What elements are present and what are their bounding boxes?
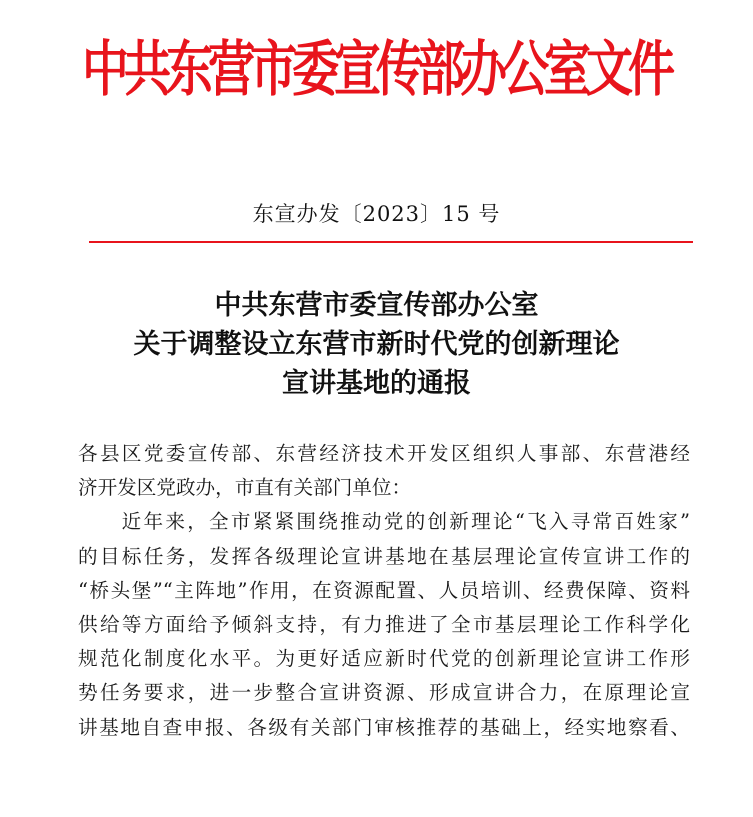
body-line: 讲基地自查申报、各级有关部门审核推荐的基础上，经实地察看、 (78, 715, 690, 739)
red-divider-line (89, 241, 693, 243)
body-line: 供给等方面给予倾斜支持，有力推进了全市基层理论工作科学化 (78, 612, 690, 636)
document-title-line: 关于调整设立东营市新时代党的创新理论 (133, 329, 620, 360)
body-line: “桥头堡”“主阵地”作用，在资源配置、人员培训、经费保障、资料 (78, 578, 690, 602)
body-line: 势任务要求，进一步整合宣讲资源、形成宣讲合力，在原理论宣 (78, 681, 690, 705)
red-header-title: 中共东营市委宣传部办公室文件 (82, 35, 670, 106)
document-body (78, 437, 690, 745)
document-title (0, 286, 753, 403)
body-line: 规范化制度化水平。为更好适应新时代党的创新理论宣讲工作形 (78, 647, 690, 671)
body-line: 的目标任务，发挥各级理论宣讲基地在基层理论宣传宣讲工作的 (78, 544, 690, 568)
document-number: 东宣办发〔2023〕15 号 (252, 202, 501, 226)
addressee-line: 济开发区党政办，市直有关部门单位： (78, 476, 412, 500)
document-title-line: 宣讲基地的通报 (282, 368, 471, 399)
document-title-line: 中共东营市委宣传部办公室 (214, 290, 539, 321)
addressee-line: 各县区党委宣传部、东营经济技术开发区组织人事部、东营港经 (78, 442, 690, 465)
body-line: 近年来，全市紧紧围绕推动党的创新理论“飞入寻常百姓家” (78, 510, 690, 534)
